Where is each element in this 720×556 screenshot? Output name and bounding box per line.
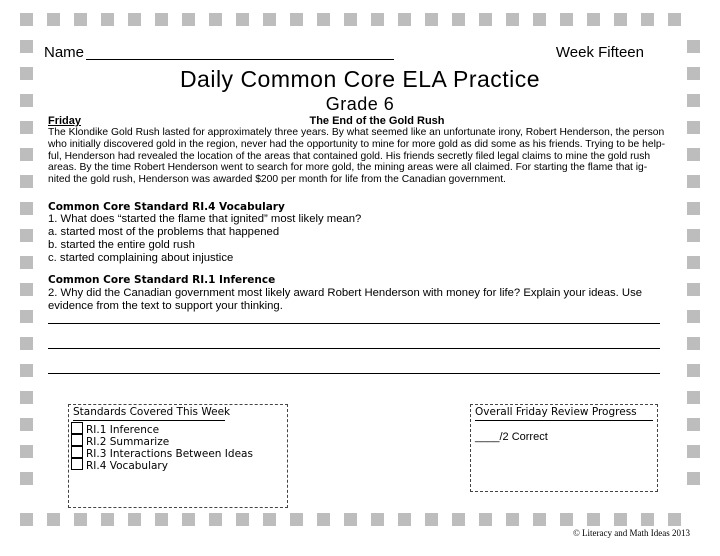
score-field[interactable]: ____/2 Correct: [475, 431, 548, 443]
border-square: [209, 13, 222, 26]
border-square: [236, 513, 249, 526]
border-square: [20, 445, 33, 458]
border-square: [101, 513, 114, 526]
passage-line: ful, Henderson had revealed the location of the areas that contained gold. His friends secretly filed legal claims to mine the gold rush: [48, 150, 651, 162]
question-2-line: evidence from the text to support your thinking.: [48, 300, 283, 312]
border-square: [668, 13, 681, 26]
border-square: [344, 513, 357, 526]
border-square: [687, 175, 700, 188]
checklist-label: RI.3 Interactions Between Ideas: [86, 448, 253, 460]
border-square: [20, 364, 33, 377]
standard-heading-vocabulary: Common Core Standard RI.4 Vocabulary: [48, 201, 285, 213]
border-square: [687, 364, 700, 377]
border-square: [398, 513, 411, 526]
border-square: [20, 256, 33, 269]
standard-heading-inference: Common Core Standard RI.1 Inference: [48, 274, 276, 286]
border-square: [263, 13, 276, 26]
border-square: [20, 310, 33, 323]
border-square: [614, 13, 627, 26]
standards-box-title: Standards Covered This Week: [73, 406, 231, 418]
border-square: [452, 513, 465, 526]
checkbox[interactable]: [71, 446, 83, 458]
border-square: [687, 445, 700, 458]
border-square: [687, 283, 700, 296]
question-2: [48, 287, 642, 313]
border-square: [371, 513, 384, 526]
border-square: [452, 13, 465, 26]
border-square: [20, 40, 33, 53]
checklist-item[interactable]: [71, 458, 168, 472]
progress-box-title: Overall Friday Review Progress: [475, 406, 637, 418]
border-square: [687, 202, 700, 215]
checklist-label: RI.1 Inference: [86, 424, 160, 436]
border-square: [668, 513, 681, 526]
passage-line: areas. By the time Robert Henderson went to search for more gold, the mining areas were all claimed. For starting the flame that ig-: [48, 162, 648, 174]
border-square: [20, 337, 33, 350]
border-square: [182, 13, 195, 26]
grade-label: Grade 6: [325, 94, 395, 114]
border-square: [398, 13, 411, 26]
border-square: [128, 13, 141, 26]
border-square: [687, 256, 700, 269]
border-square: [560, 513, 573, 526]
border-square: [371, 13, 384, 26]
border-square: [687, 40, 700, 53]
border-square: [20, 148, 33, 161]
question-1: [48, 213, 361, 265]
name-label: Name: [44, 44, 85, 61]
border-square: [209, 513, 222, 526]
answer-line[interactable]: [48, 373, 660, 374]
border-square: [587, 513, 600, 526]
question-1-text: 1. What does “started the flame that ignited” most likely mean?: [48, 213, 362, 225]
border-square: [506, 13, 519, 26]
border-square: [20, 175, 33, 188]
name-row: [44, 44, 658, 64]
border-square: [20, 13, 33, 26]
border-square: [47, 13, 60, 26]
border-square: [641, 13, 654, 26]
question-2-line: 2. Why did the Canadian government most likely award Robert Henderson with money for life? Explain your ideas. Use: [48, 287, 643, 299]
checklist-label: RI.2 Summarize: [86, 436, 170, 448]
border-square: [263, 513, 276, 526]
title-underline: [73, 420, 225, 421]
title-underline: [475, 420, 653, 421]
border-square: [344, 13, 357, 26]
border-square: [20, 202, 33, 215]
border-square: [155, 13, 168, 26]
border-square: [641, 513, 654, 526]
border-square: [687, 418, 700, 431]
border-square: [101, 13, 114, 26]
reading-passage: [48, 127, 670, 186]
checklist-label: RI.4 Vocabulary: [86, 460, 168, 472]
checkbox[interactable]: [71, 422, 83, 434]
option-a[interactable]: a. started most of the problems that happened: [48, 226, 280, 238]
border-square: [425, 513, 438, 526]
border-square: [20, 391, 33, 404]
passage-line: who initially discovered gold in the region, never had the opportunity to mine for more gold as did some as his friends. Trying to be help-: [48, 138, 666, 150]
option-c[interactable]: c. started complaining about injustice: [48, 252, 234, 264]
progress-box: [470, 404, 658, 492]
border-square: [236, 13, 249, 26]
border-square: [74, 513, 87, 526]
passage-line: The Klondike Gold Rush lasted for approximately three years. By what seemed like an unfortunate irony, Robert Henderson, the person: [48, 127, 665, 138]
border-square: [687, 391, 700, 404]
border-square: [560, 13, 573, 26]
border-square: [479, 513, 492, 526]
standards-box: [68, 404, 288, 508]
passage-line: nited the gold rush, Henderson was awarded $200 per month for life from the Canadian government.: [48, 174, 506, 186]
border-square: [20, 283, 33, 296]
border-square: [687, 229, 700, 242]
border-square: [74, 13, 87, 26]
checkbox[interactable]: [71, 434, 83, 446]
border-square: [533, 513, 546, 526]
page-title: Daily Common Core ELA Practice: [179, 66, 541, 92]
option-b[interactable]: b. started the entire gold rush: [48, 239, 195, 251]
border-square: [20, 513, 33, 526]
border-square: [317, 13, 330, 26]
answer-line[interactable]: [48, 323, 660, 324]
name-line[interactable]: [86, 59, 394, 60]
answer-line[interactable]: [48, 348, 660, 349]
copyright: © Literacy and Math Ideas 2013: [572, 528, 690, 538]
border-square: [317, 513, 330, 526]
border-square: [155, 513, 168, 526]
border-square: [687, 310, 700, 323]
border-square: [20, 229, 33, 242]
border-square: [506, 513, 519, 526]
border-square: [687, 148, 700, 161]
border-square: [20, 472, 33, 485]
border-square: [47, 513, 60, 526]
border-square: [425, 13, 438, 26]
story-title: The End of the Gold Rush: [309, 115, 445, 127]
border-square: [479, 13, 492, 26]
border-square: [128, 513, 141, 526]
border-square: [20, 418, 33, 431]
border-square: [614, 513, 627, 526]
border-square: [290, 13, 303, 26]
checkbox[interactable]: [71, 458, 83, 470]
border-square: [687, 337, 700, 350]
border-square: [587, 13, 600, 26]
border-square: [290, 513, 303, 526]
border-square: [687, 472, 700, 485]
week-label: Week Fifteen: [555, 44, 644, 61]
border-square: [533, 13, 546, 26]
day-label: Friday: [48, 115, 82, 127]
border-square: [182, 513, 195, 526]
